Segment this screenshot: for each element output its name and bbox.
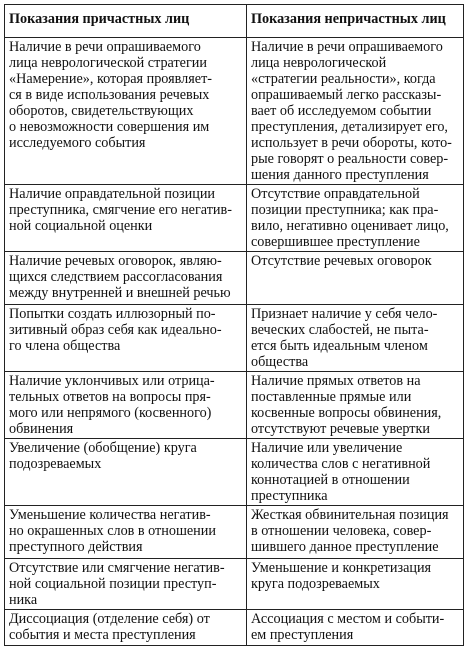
cell-uninvolved: Признает наличие у себя чело- веческих слабостей, не пыта- ется быть идеальным членом общества bbox=[247, 305, 464, 372]
table-row bbox=[5, 252, 464, 305]
cell-involved: Уменьшение количества негатив- но окрашенных слов в отношении преступного действия bbox=[5, 506, 247, 559]
cell-uninvolved: Жесткая обвинительная позиция в отношении человека, совер- шившего данное преступление bbox=[247, 506, 464, 559]
cell-uninvolved: Наличие в речи опрашиваемого лица неврологической «стратегии реальности», когда опрашиваемый легко рассказы- вает об исследуемом событии преступления, детализирует его, использует в речи обороты, кото- рые говорят о реальности совер- шения данного преступления bbox=[247, 38, 464, 185]
table-row bbox=[5, 506, 464, 559]
table-row bbox=[5, 439, 464, 506]
cell-uninvolved: Наличие или увеличение количества слов с негативной коннотацией в отношении преступника bbox=[247, 439, 464, 506]
cell-involved: Наличие речевых оговорок, являю- щихся следствием рассогласования между внутренней и внешней речью bbox=[5, 252, 247, 305]
comparison-table bbox=[4, 4, 464, 646]
cell-involved: Наличие в речи опрашиваемого лица неврологической стратегии «Намерение», которая проявляет- ся в виде использования речевых оборотов, свидетельствующих о невозможности совершения им исследуемого события bbox=[5, 38, 247, 185]
table-row bbox=[5, 185, 464, 252]
cell-involved: Наличие оправдательной позиции преступника, смягчение его негатив- ной социальной оценки bbox=[5, 185, 247, 252]
cell-involved: Наличие уклончивых или отрица- тельных ответов на вопросы пря- мого или непрямого (косвенного) обвинения bbox=[5, 372, 247, 439]
cell-involved: Увеличение (обобщение) круга подозреваемых bbox=[5, 439, 247, 506]
table-row bbox=[5, 372, 464, 439]
cell-uninvolved: Уменьшение и конкретизация круга подозреваемых bbox=[247, 559, 464, 610]
cell-uninvolved: Отсутствие оправдательной позиции преступника; как пра- вило, негативно оценивает лицо, совершившее преступление bbox=[247, 185, 464, 252]
cell-uninvolved: Отсутствие речевых оговорок bbox=[247, 252, 464, 305]
table-row bbox=[5, 305, 464, 372]
cell-uninvolved: Наличие прямых ответов на поставленные прямые или косвенные вопросы обвинения, отсутствуют речевые увертки bbox=[247, 372, 464, 439]
cell-involved: Диссоциация (отделение себя) от события и места преступления bbox=[5, 610, 247, 646]
table-row bbox=[5, 38, 464, 185]
cell-uninvolved: Ассоциация с местом и событи- ем преступления bbox=[247, 610, 464, 646]
table-row bbox=[5, 610, 464, 646]
header-involved: Показания причастных лиц bbox=[5, 5, 247, 38]
table-row bbox=[5, 559, 464, 610]
cell-involved: Отсутствие или смягчение негатив- ной социальной позиции преступ- ника bbox=[5, 559, 247, 610]
header-uninvolved: Показания непричастных лиц bbox=[247, 5, 464, 38]
cell-involved: Попытки создать иллюзорный по- зитивный образ себя как идеально- го члена общества bbox=[5, 305, 247, 372]
header-row bbox=[5, 5, 464, 38]
